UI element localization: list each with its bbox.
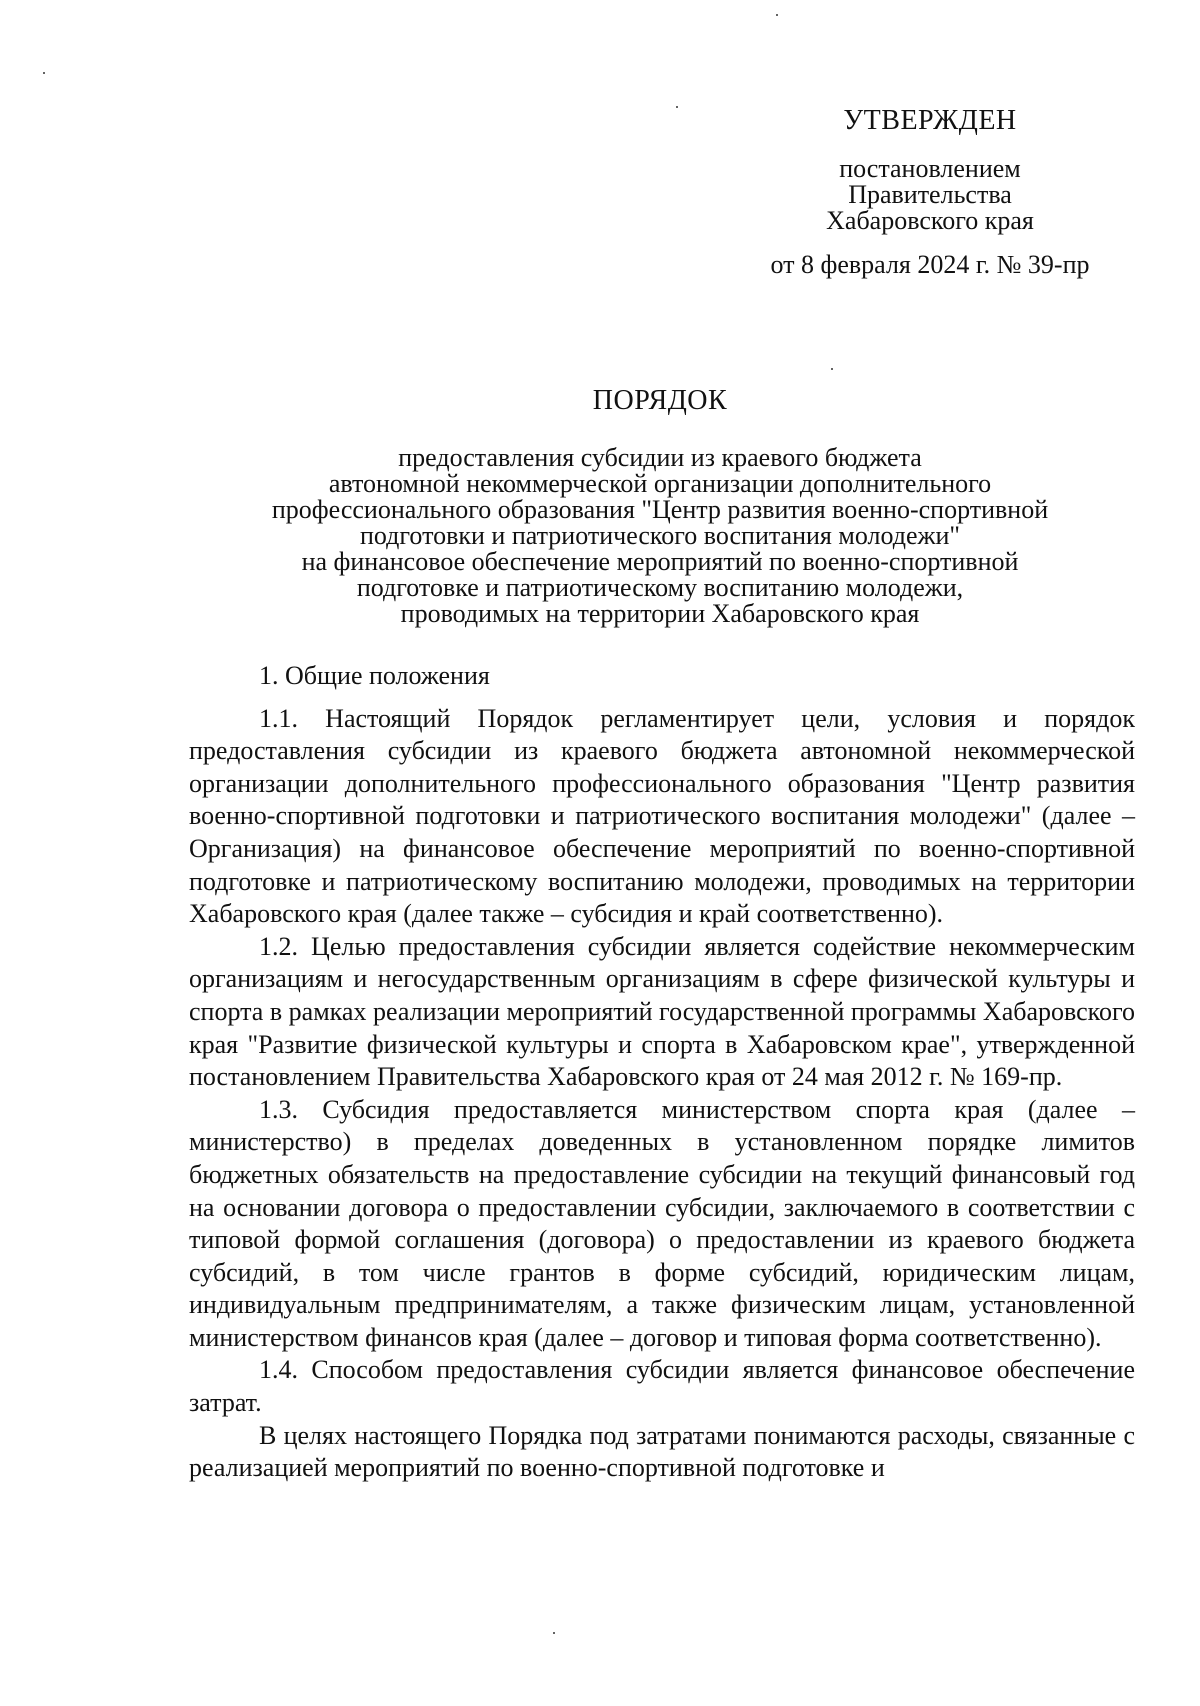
paragraph-1-1: 1.1. Настоящий Порядок регламентирует цели, условия и порядок предоставления субсидии из краевого бюджета автономной некоммерческой организации дополнительного профессионального образования "Центр развития военно-спортивной подготовки и патриотического воспитания молодежи" (далее – Организация) на финансовое обеспечение мероприятий по военно-спортивной подготовке и патриотическому воспитанию молодежи, проводимых на территории Хабаровского края (далее также – субсидия и край соответственно). [189, 703, 1135, 929]
subtitle-line: подготовке и патриотическому воспитанию молодежи, [356, 573, 964, 602]
approval-line: Правительства [848, 180, 1012, 209]
subtitle-line: на финансовое обеспечение мероприятий по военно-спортивной [301, 547, 1019, 576]
subtitle-line: автономной некоммерческой организации дополнительного [328, 469, 992, 498]
section-heading: 1. Общие положения [259, 661, 490, 690]
approval-date: от 8 февраля 2024 г. № 39-пр [770, 250, 1090, 279]
document-body [189, 660, 1135, 1485]
approval-block [735, 105, 1125, 279]
subtitle-line: проводимых на территории Хабаровского края [400, 599, 920, 628]
paragraph-costs: В целях настоящего Порядка под затратами понимаются расходы, связанные с реализацией мероприятий по военно-спортивной подготовке и [189, 1420, 1135, 1483]
scan-speck [676, 106, 678, 108]
approval-heading: УТВЕРЖДЕН [843, 105, 1017, 136]
approval-line: постановлением [839, 154, 1021, 183]
scan-speck [831, 368, 833, 370]
title-block [200, 385, 1120, 627]
subtitle-line: предоставления субсидии из краевого бюджета [398, 443, 922, 472]
paragraph-1-4: 1.4. Способом предоставления субсидии является финансовое обеспечение затрат. [189, 1355, 1135, 1418]
subtitle-line: профессионального образования "Центр развития военно-спортивной [271, 495, 1049, 524]
scan-speck [776, 14, 778, 16]
scan-speck [553, 1632, 555, 1634]
approval-line: Хабаровского края [826, 206, 1034, 235]
subtitle-line: подготовки и патриотического воспитания молодежи" [360, 521, 960, 550]
paragraph-1-3: 1.3. Субсидия предоставляется министерством спорта края (далее – министерство) в пределах доведенных в установленном порядке лимитов бюджетных обязательств на предоставление субсидии на текущий финансовый год на основании договора о предоставлении субсидии, заключаемого в соответствии с типовой формой соглашения (договора) о предоставлении из краевого бюджета субсидий, в том числе грантов в форме субсидий, юридическим лицам, индивидуальным предпринимателям, а также физическим лицам, установленной министерством финансов края (далее – договор и типовая форма соответственно). [189, 1094, 1135, 1352]
document-title: ПОРЯДОК [592, 385, 728, 416]
scan-speck [43, 72, 45, 74]
paragraph-1-2: 1.2. Целью предоставления субсидии является содействие некоммерческим организациям и негосударственным организациям в сфере физической культуры и спорта в рамках реализации мероприятий государственной программы Хабаровского края "Развитие физической культуры и спорта в Хабаровском крае", утвержденной постановлением Правительства Хабаровского края от 24 мая 2012 г. № 169-пр. [189, 931, 1135, 1092]
